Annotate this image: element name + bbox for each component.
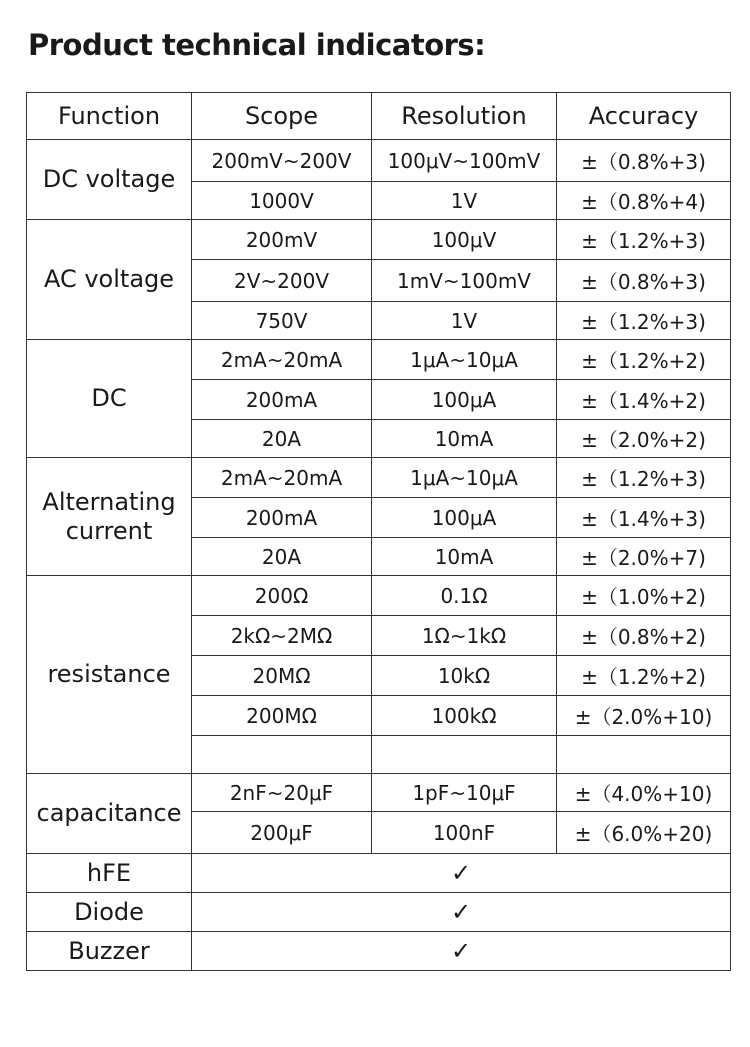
feature-row: [27, 893, 731, 932]
resolution-cell: 100μV: [372, 220, 557, 260]
page-title: Product technical indicators:: [28, 28, 486, 62]
accuracy-cell: ±（0.8%+4): [557, 182, 731, 220]
resolution-cell: 10kΩ: [372, 656, 557, 696]
table-row: [27, 340, 731, 380]
header-scope: Scope: [192, 93, 372, 140]
function-cell: Alternating current: [27, 458, 192, 576]
accuracy-cell: [557, 736, 731, 774]
scope-cell: 2mA~20mA: [192, 340, 372, 380]
check-mark-icon: ✓: [192, 854, 731, 893]
table-row: [27, 458, 731, 498]
accuracy-cell: ±（0.8%+3): [557, 140, 731, 182]
table-row: [27, 774, 731, 812]
function-cell: Diode: [27, 893, 192, 932]
accuracy-cell: ±（6.0%+20): [557, 812, 731, 854]
table-row: [27, 220, 731, 260]
accuracy-cell: ±（2.0%+7): [557, 538, 731, 576]
function-cell: Buzzer: [27, 932, 192, 971]
resolution-cell: 1μA~10μA: [372, 458, 557, 498]
accuracy-cell: ±（1.2%+2): [557, 340, 731, 380]
resolution-cell: 100μA: [372, 380, 557, 420]
scope-cell: 2V~200V: [192, 260, 372, 302]
accuracy-cell: ±（1.2%+3): [557, 302, 731, 340]
function-cell: hFE: [27, 854, 192, 893]
header-resolution: Resolution: [372, 93, 557, 140]
feature-row: [27, 932, 731, 971]
scope-cell: 1000V: [192, 182, 372, 220]
table-header-row: [27, 93, 731, 140]
accuracy-cell: ±（0.8%+3): [557, 260, 731, 302]
function-cell: DC voltage: [27, 140, 192, 220]
spec-table: [26, 92, 731, 971]
header-accuracy: Accuracy: [557, 93, 731, 140]
scope-cell: 2kΩ~2MΩ: [192, 616, 372, 656]
accuracy-cell: ±（2.0%+10): [557, 696, 731, 736]
resolution-cell: 100kΩ: [372, 696, 557, 736]
function-cell: capacitance: [27, 774, 192, 854]
accuracy-cell: ±（4.0%+10): [557, 774, 731, 812]
feature-row: [27, 854, 731, 893]
scope-cell: 20A: [192, 538, 372, 576]
resolution-cell: 10mA: [372, 420, 557, 458]
accuracy-cell: ±（1.2%+3): [557, 220, 731, 260]
accuracy-cell: ±（1.2%+3): [557, 458, 731, 498]
check-mark-icon: ✓: [192, 893, 731, 932]
resolution-cell: 100nF: [372, 812, 557, 854]
table-row: [27, 140, 731, 182]
scope-cell: 20A: [192, 420, 372, 458]
scope-cell: 2nF~20μF: [192, 774, 372, 812]
accuracy-cell: ±（2.0%+2): [557, 420, 731, 458]
resolution-cell: 1V: [372, 302, 557, 340]
accuracy-cell: ±（1.4%+3): [557, 498, 731, 538]
accuracy-cell: ±（0.8%+2): [557, 616, 731, 656]
resolution-cell: 100μV~100mV: [372, 140, 557, 182]
accuracy-cell: ±（1.0%+2): [557, 576, 731, 616]
function-cell: resistance: [27, 576, 192, 774]
scope-cell: 200MΩ: [192, 696, 372, 736]
scope-cell: 200mV~200V: [192, 140, 372, 182]
table-row: [27, 576, 731, 616]
scope-cell: 2mA~20mA: [192, 458, 372, 498]
scope-cell: [192, 736, 372, 774]
resolution-cell: 100μA: [372, 498, 557, 538]
check-mark-icon: ✓: [192, 932, 731, 971]
resolution-cell: 10mA: [372, 538, 557, 576]
accuracy-cell: ±（1.2%+2): [557, 656, 731, 696]
scope-cell: 200mA: [192, 498, 372, 538]
table-body: [27, 140, 731, 971]
resolution-cell: 1pF~10μF: [372, 774, 557, 812]
accuracy-cell: ±（1.4%+2): [557, 380, 731, 420]
scope-cell: 200mA: [192, 380, 372, 420]
scope-cell: 200Ω: [192, 576, 372, 616]
scope-cell: 750V: [192, 302, 372, 340]
scope-cell: 200μF: [192, 812, 372, 854]
scope-cell: 20MΩ: [192, 656, 372, 696]
function-cell: DC: [27, 340, 192, 458]
resolution-cell: [372, 736, 557, 774]
resolution-cell: 1mV~100mV: [372, 260, 557, 302]
resolution-cell: 1μA~10μA: [372, 340, 557, 380]
resolution-cell: 1V: [372, 182, 557, 220]
resolution-cell: 1Ω~1kΩ: [372, 616, 557, 656]
scope-cell: 200mV: [192, 220, 372, 260]
resolution-cell: 0.1Ω: [372, 576, 557, 616]
header-function: Function: [27, 93, 192, 140]
function-cell: AC voltage: [27, 220, 192, 340]
